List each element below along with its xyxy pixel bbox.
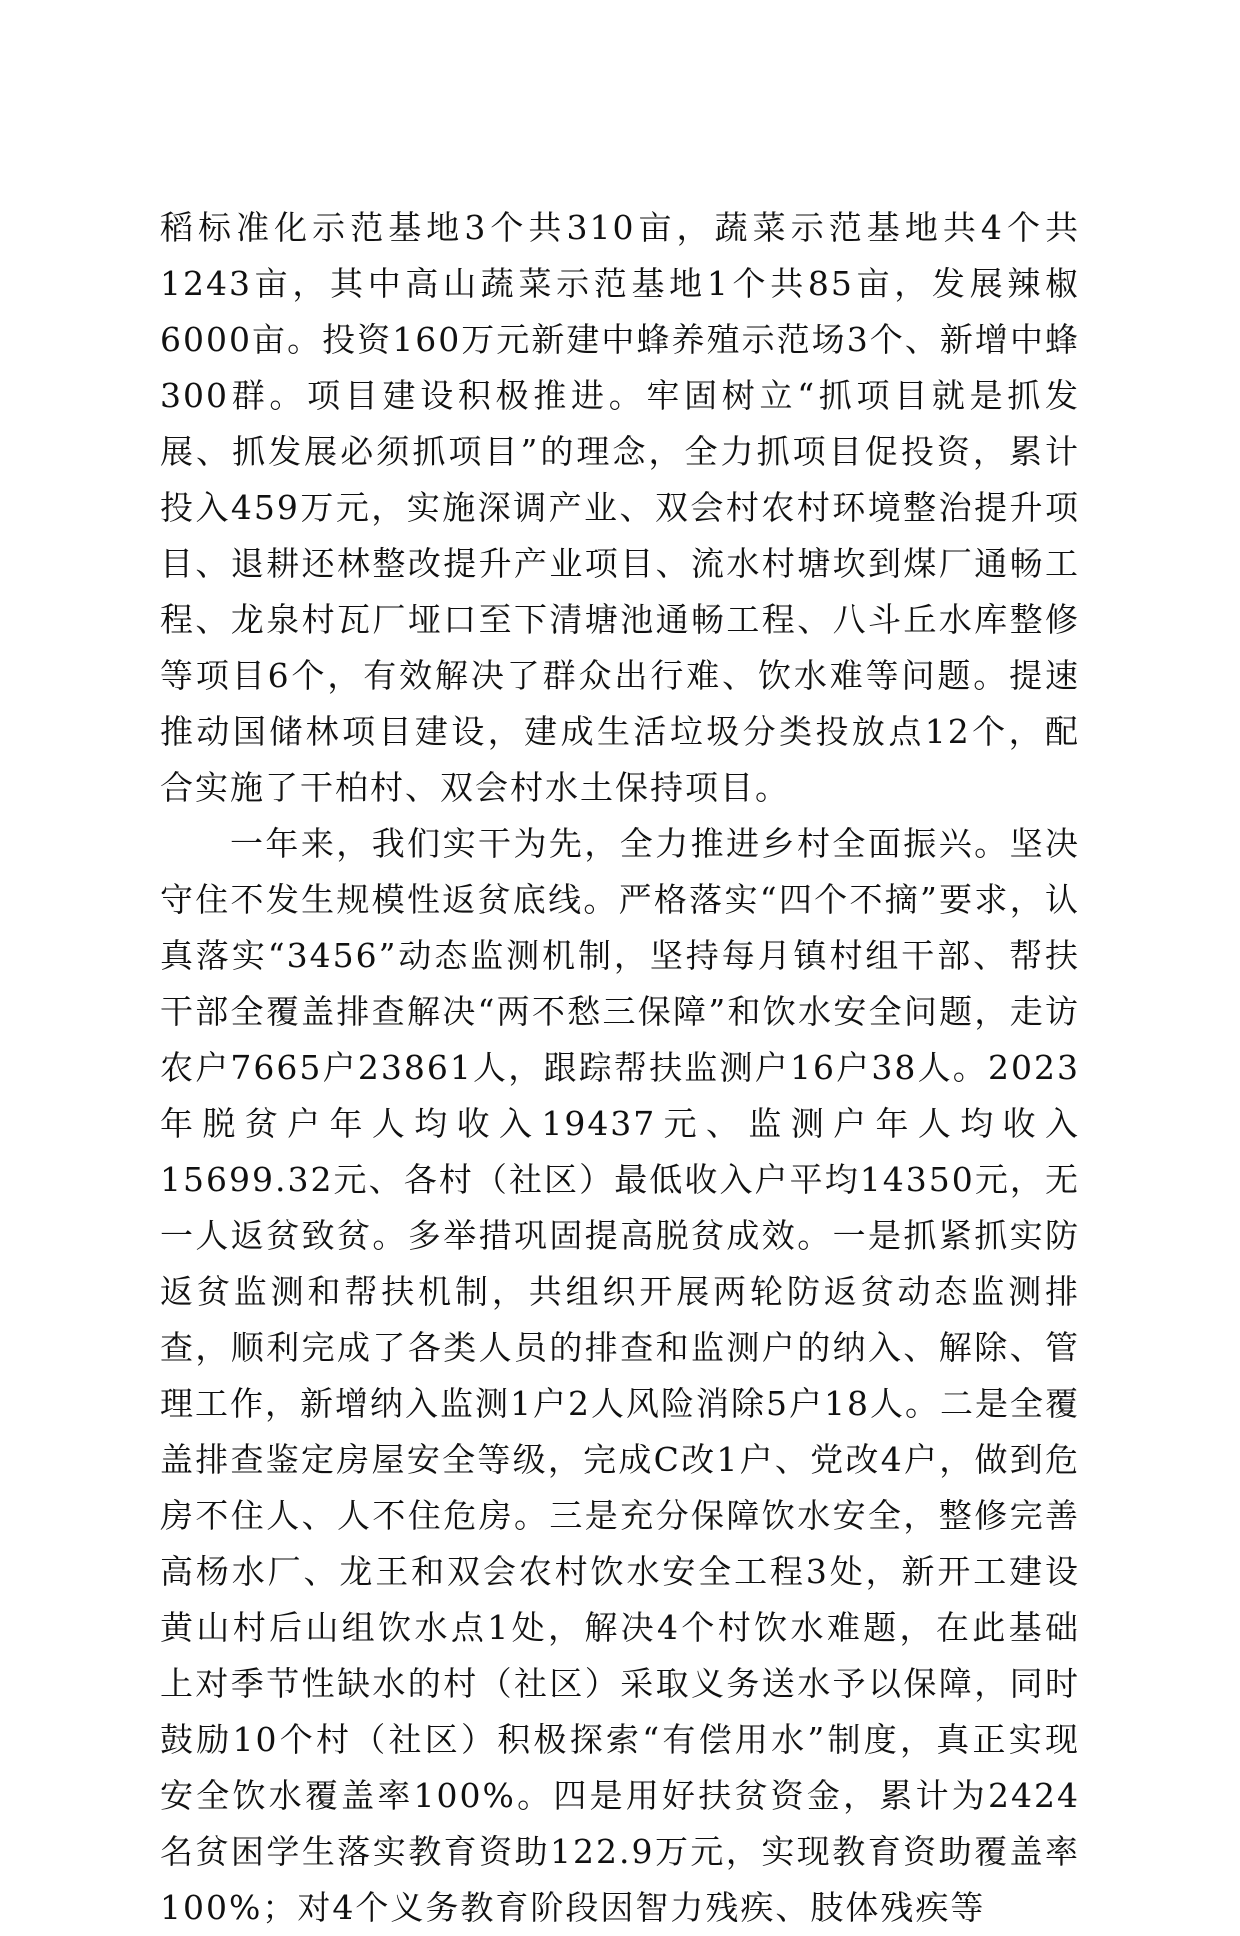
paragraph-rural-revitalization: 一年来，我们实干为先，全力推进乡村全面振兴。坚决守住不发生规模性返贫底线。严格落实“四个不摘”要求，认真落实“3456”动态监测机制，坚持每月镇村组干部、帮扶干部全覆盖排查解决“两不愁三保障”和饮水安全问题，走访农户7665户23861人，跟踪帮扶监测户16户38人。2023年脱贫户年人均收入19437元、监测户年人均收入15699.32元、各村（社区）最低收入户平均14350元，无一人返贫致贫。多举措巩固提高脱贫成效。一是抓紧抓实防返贫监测和帮扶机制，共组织开展两轮防返贫动态监测排查，顺利完成了各类人员的排查和监测户的纳入、解除、管理工作，新增纳入监测1户2人风险消除5户18人。二是全覆盖排查鉴定房屋安全等级，完成C改1户、党改4户，做到危房不住人、人不住危房。三是充分保障饮水安全，整修完善高杨水厂、龙王和双会农村饮水安全工程3处，新开工建设黄山村后山组饮水点1处，解决4个村饮水难题，在此基础上对季节性缺水的村（社区）采取义务送水予以保障，同时鼓励10个村（社区）积极探索“有偿用水”制度，真正实现安全饮水覆盖率100%。四是用好扶贫资金，累计为2424名贫困学生落实教育资助122.9万元，实现教育资助覆盖率100%；对4个义务教育阶段因智力残疾、肢体残疾等 xyxy=(160,824,1080,1927)
paragraph-continuation: 稻标准化示范基地3个共310亩，蔬菜示范基地共4个共1243亩，其中高山蔬菜示范基地1个共85亩，发展辣椒6000亩。投资160万元新建中蜂养殖示范场3个、新增中蜂300群。项目建设积极推进。牢固树立“抓项目就是抓发展、抓发展必须抓项目”的理念，全力抓项目促投资，累计投入459万元，实施深调产业、双会村农村环境整治提升项目、退耕还林整改提升产业项目、流水村塘坎到煤厂通畅工程、龙泉村瓦厂垭口至下清塘池通畅工程、八斗丘水库整修等项目6个，有效解决了群众出行难、饮水难等问题。提速推动国储林项目建设，建成生活垃圾分类投放点12个，配合实施了干柏村、双会村水土保持项目。 xyxy=(160,208,1080,807)
body-text xyxy=(160,200,1080,1936)
